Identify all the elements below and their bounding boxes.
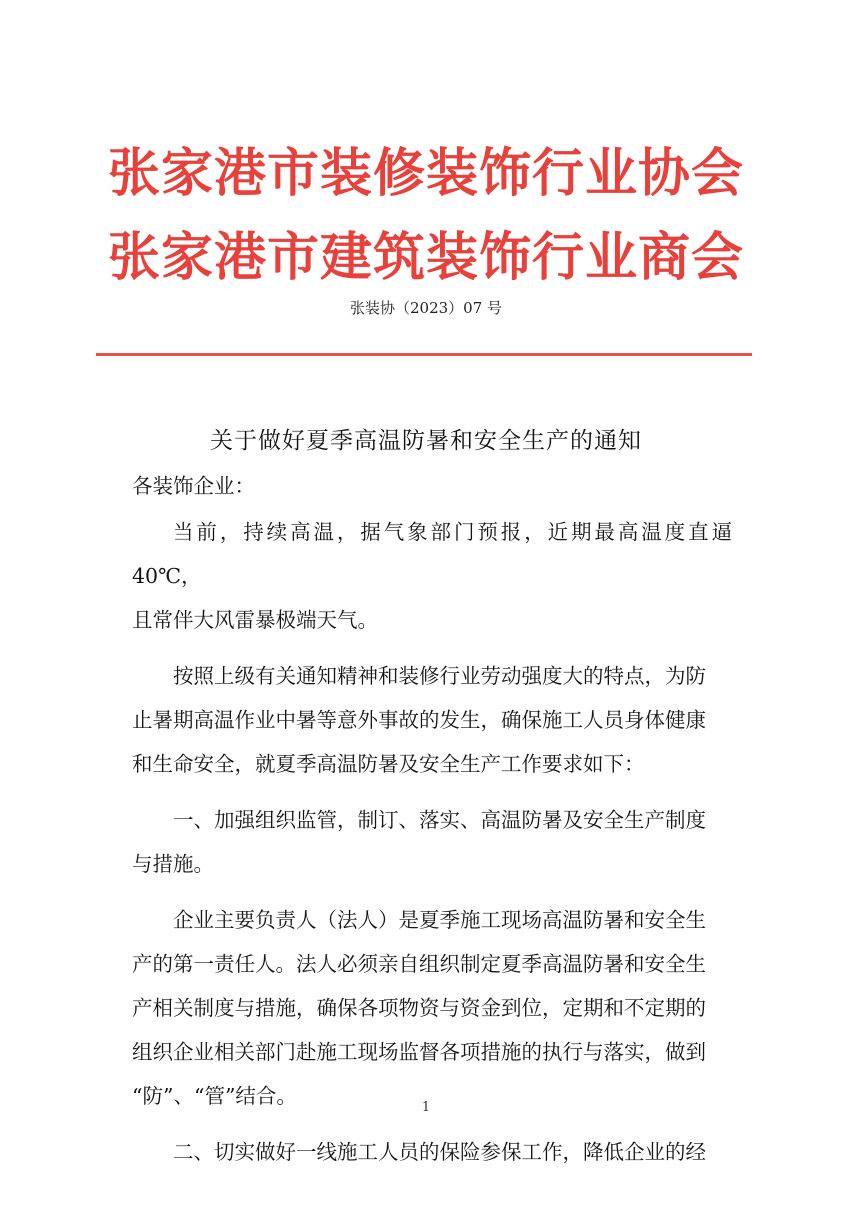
- paragraph: 二、切实做好一线施工人员的保险参保工作，降低企业的经: [173, 1140, 706, 1164]
- paragraph: 企业主要负责人（法人）是夏季施工现场高温防暑和安全生 产的第一责任人。法人必须亲自组织制定夏季高温防暑和安全生 产相关制度与措施，确保各项物资与资金到位，定期和不定期的 组织企业相关部门赴施工现场监督各项措施的执行与落实，做到 “防”、“管”结合。: [132, 908, 706, 1108]
- paragraph: 按照上级有关通知精神和装修行业劳动强度大的特点，为防 止暑期高温作业中暑等意外事故的发生，确保施工人员身体健康 和生命安全，就夏季高温防暑及安全生产工作要求如下：: [132, 664, 706, 776]
- organization-name-1: 张家港市装修装饰行业协会: [107, 143, 744, 204]
- salutation: 各装饰企业：: [132, 474, 255, 498]
- document-number: 张装协（2023）07 号: [349, 299, 503, 317]
- organization-name-2: 张家港市建筑装饰行业商会: [107, 227, 744, 288]
- page-number: 1: [421, 1100, 431, 1115]
- notice-body: [132, 510, 732, 1186]
- notice-title: 关于做好夏季高温防暑和安全生产的通知: [210, 428, 642, 454]
- red-divider-line: [96, 353, 752, 356]
- paragraph: 当前，持续高温，据气象部门预报，近期最高温度直逼 40℃， 且常伴大风雷暴极端天气。: [132, 520, 732, 632]
- paragraph: 一、加强组织监管，制订、落实、高温防暑及安全生产制度 与措施。: [132, 808, 706, 876]
